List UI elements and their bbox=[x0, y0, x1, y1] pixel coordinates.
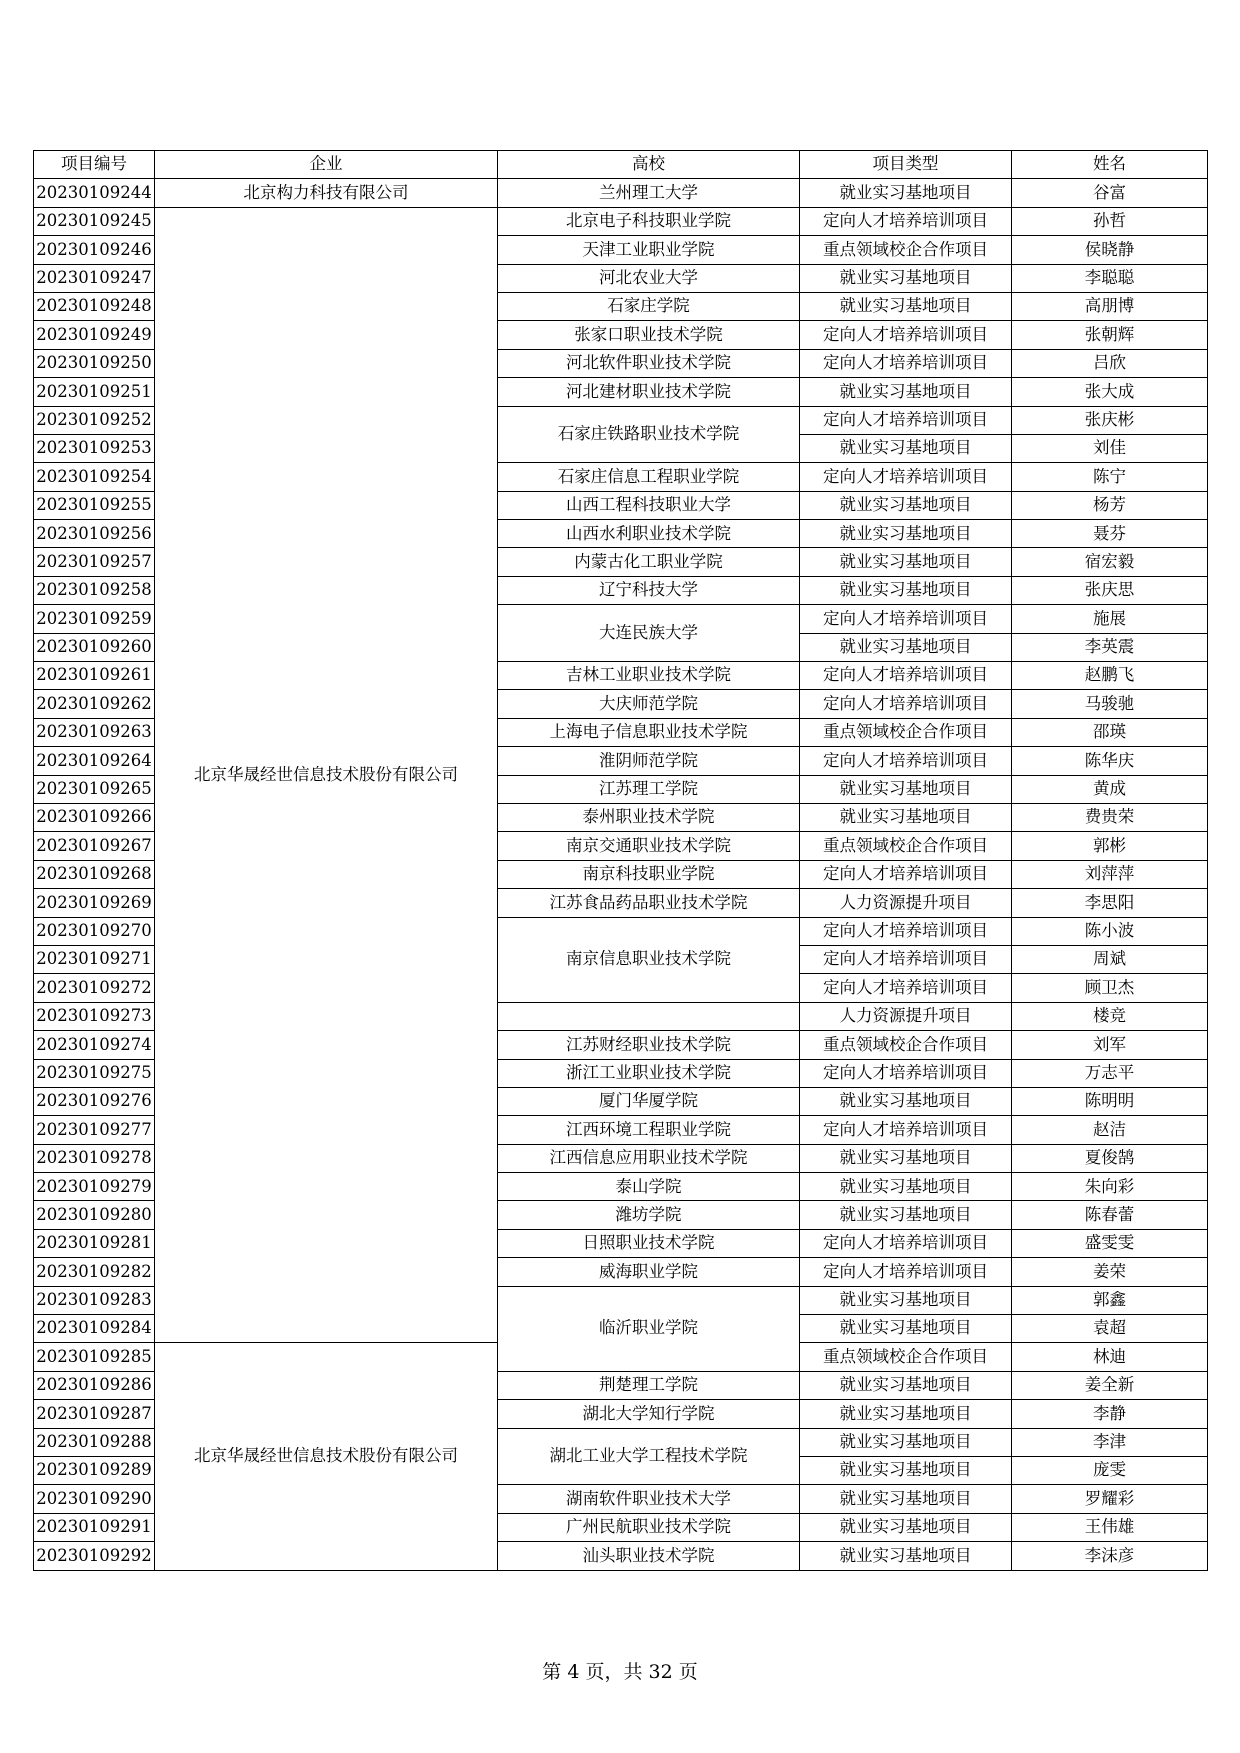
school-cell: 北京电子科技职业学院 bbox=[498, 207, 800, 235]
project-id-cell: 20230109277 bbox=[34, 1116, 155, 1144]
person-name-cell: 陈春蕾 bbox=[1012, 1201, 1208, 1229]
page-footer: 第 4 页，共 32 页 bbox=[542, 1661, 698, 1683]
project-id-cell: 20230109244 bbox=[34, 179, 155, 207]
project-type-cell: 就业实习基地项目 bbox=[800, 633, 1012, 661]
company-cell: 北京华晟经世信息技术股份有限公司 bbox=[155, 207, 498, 1343]
school-cell: 河北建材职业技术学院 bbox=[498, 378, 800, 406]
person-name-cell: 顾卫杰 bbox=[1012, 974, 1208, 1002]
project-type-cell: 就业实习基地项目 bbox=[800, 491, 1012, 519]
project-type-cell: 就业实习基地项目 bbox=[800, 1542, 1012, 1570]
project-id-cell: 20230109279 bbox=[34, 1173, 155, 1201]
header-company: 企业 bbox=[155, 151, 498, 179]
person-name-cell: 袁超 bbox=[1012, 1315, 1208, 1343]
school-cell: 荆楚理工学院 bbox=[498, 1371, 800, 1399]
project-type-cell: 定向人才培养培训项目 bbox=[800, 1116, 1012, 1144]
person-name-cell: 楼竞 bbox=[1012, 1002, 1208, 1030]
project-type-cell: 定向人才培养培训项目 bbox=[800, 1059, 1012, 1087]
project-id-cell: 20230109253 bbox=[34, 434, 155, 462]
project-type-cell: 就业实习基地项目 bbox=[800, 548, 1012, 576]
company-cell: 北京华晟经世信息技术股份有限公司 bbox=[155, 1343, 498, 1570]
person-name-cell: 吕欣 bbox=[1012, 349, 1208, 377]
school-cell: 广州民航职业技术学院 bbox=[498, 1513, 800, 1541]
person-name-cell: 杨芳 bbox=[1012, 491, 1208, 519]
person-name-cell: 刘军 bbox=[1012, 1031, 1208, 1059]
school-cell: 张家口职业技术学院 bbox=[498, 321, 800, 349]
project-type-cell: 就业实习基地项目 bbox=[800, 1173, 1012, 1201]
person-name-cell: 刘佳 bbox=[1012, 434, 1208, 462]
school-cell: 内蒙古化工职业学院 bbox=[498, 548, 800, 576]
project-id-cell: 20230109245 bbox=[34, 207, 155, 235]
project-id-cell: 20230109291 bbox=[34, 1513, 155, 1541]
person-name-cell: 施展 bbox=[1012, 605, 1208, 633]
table-body bbox=[34, 179, 1208, 1570]
project-id-cell: 20230109273 bbox=[34, 1002, 155, 1030]
project-id-cell: 20230109287 bbox=[34, 1400, 155, 1428]
project-type-cell: 定向人才培养培训项目 bbox=[800, 974, 1012, 1002]
project-id-cell: 20230109249 bbox=[34, 321, 155, 349]
school-cell: 江西信息应用职业技术学院 bbox=[498, 1144, 800, 1172]
project-type-cell: 定向人才培养培训项目 bbox=[800, 917, 1012, 945]
project-id-cell: 20230109256 bbox=[34, 520, 155, 548]
person-name-cell: 赵洁 bbox=[1012, 1116, 1208, 1144]
person-name-cell: 李静 bbox=[1012, 1400, 1208, 1428]
school-cell: 辽宁科技大学 bbox=[498, 576, 800, 604]
person-name-cell: 万志平 bbox=[1012, 1059, 1208, 1087]
person-name-cell: 刘萍萍 bbox=[1012, 860, 1208, 888]
person-name-cell: 罗耀彩 bbox=[1012, 1485, 1208, 1513]
project-id-cell: 20230109292 bbox=[34, 1542, 155, 1570]
project-id-cell: 20230109282 bbox=[34, 1258, 155, 1286]
project-id-cell: 20230109246 bbox=[34, 236, 155, 264]
project-type-cell: 人力资源提升项目 bbox=[800, 1002, 1012, 1030]
project-id-cell: 20230109261 bbox=[34, 662, 155, 690]
project-type-cell: 就业实习基地项目 bbox=[800, 378, 1012, 406]
project-id-cell: 20230109280 bbox=[34, 1201, 155, 1229]
project-type-cell: 定向人才培养培训项目 bbox=[800, 1229, 1012, 1257]
table-header-row bbox=[34, 151, 1208, 179]
project-type-cell: 定向人才培养培训项目 bbox=[800, 945, 1012, 973]
person-name-cell: 孙哲 bbox=[1012, 207, 1208, 235]
person-name-cell: 盛雯雯 bbox=[1012, 1229, 1208, 1257]
school-cell: 南京科技职业学院 bbox=[498, 860, 800, 888]
person-name-cell: 姜全新 bbox=[1012, 1371, 1208, 1399]
school-cell: 上海电子信息职业技术学院 bbox=[498, 718, 800, 746]
project-id-cell: 20230109266 bbox=[34, 803, 155, 831]
person-name-cell: 张朝辉 bbox=[1012, 321, 1208, 349]
school-cell: 山西工程科技职业大学 bbox=[498, 491, 800, 519]
school-cell: 浙江工业职业技术学院 bbox=[498, 1059, 800, 1087]
project-type-cell: 人力资源提升项目 bbox=[800, 889, 1012, 917]
project-id-cell: 20230109275 bbox=[34, 1059, 155, 1087]
person-name-cell: 李英震 bbox=[1012, 633, 1208, 661]
person-name-cell: 黄成 bbox=[1012, 775, 1208, 803]
project-type-cell: 定向人才培养培训项目 bbox=[800, 662, 1012, 690]
table-row bbox=[34, 207, 1208, 235]
school-cell: 威海职业学院 bbox=[498, 1258, 800, 1286]
project-type-cell: 就业实习基地项目 bbox=[800, 1456, 1012, 1484]
person-name-cell: 费贵荣 bbox=[1012, 803, 1208, 831]
project-type-cell: 就业实习基地项目 bbox=[800, 1201, 1012, 1229]
project-type-cell: 重点领域校企合作项目 bbox=[800, 236, 1012, 264]
person-name-cell: 陈华庆 bbox=[1012, 747, 1208, 775]
project-type-cell: 重点领域校企合作项目 bbox=[800, 718, 1012, 746]
table-row bbox=[34, 179, 1208, 207]
header-id: 项目编号 bbox=[34, 151, 155, 179]
project-id-cell: 20230109251 bbox=[34, 378, 155, 406]
project-id-cell: 20230109288 bbox=[34, 1428, 155, 1456]
project-type-cell: 定向人才培养培训项目 bbox=[800, 321, 1012, 349]
project-type-cell: 定向人才培养培训项目 bbox=[800, 1258, 1012, 1286]
school-cell: 江苏财经职业技术学院 bbox=[498, 1031, 800, 1059]
school-cell: 泰州职业技术学院 bbox=[498, 803, 800, 831]
school-cell: 石家庄信息工程职业学院 bbox=[498, 463, 800, 491]
project-id-cell: 20230109255 bbox=[34, 491, 155, 519]
school-cell: 湖北大学知行学院 bbox=[498, 1400, 800, 1428]
header-name: 姓名 bbox=[1012, 151, 1208, 179]
person-name-cell: 张庆彬 bbox=[1012, 406, 1208, 434]
person-name-cell: 周斌 bbox=[1012, 945, 1208, 973]
school-cell: 潍坊学院 bbox=[498, 1201, 800, 1229]
project-id-cell: 20230109260 bbox=[34, 633, 155, 661]
person-name-cell: 陈宁 bbox=[1012, 463, 1208, 491]
project-type-cell: 就业实习基地项目 bbox=[800, 1485, 1012, 1513]
school-cell: 大庆师范学院 bbox=[498, 690, 800, 718]
project-id-cell: 20230109276 bbox=[34, 1087, 155, 1115]
project-type-cell: 就业实习基地项目 bbox=[800, 1087, 1012, 1115]
project-id-cell: 20230109286 bbox=[34, 1371, 155, 1399]
school-cell bbox=[498, 1002, 800, 1030]
project-id-cell: 20230109272 bbox=[34, 974, 155, 1002]
person-name-cell: 李思阳 bbox=[1012, 889, 1208, 917]
project-id-cell: 20230109265 bbox=[34, 775, 155, 803]
school-cell: 河北农业大学 bbox=[498, 264, 800, 292]
project-type-cell: 就业实习基地项目 bbox=[800, 1371, 1012, 1399]
project-type-cell: 定向人才培养培训项目 bbox=[800, 690, 1012, 718]
project-type-cell: 就业实习基地项目 bbox=[800, 1428, 1012, 1456]
project-id-cell: 20230109264 bbox=[34, 747, 155, 775]
person-name-cell: 林迪 bbox=[1012, 1343, 1208, 1371]
project-id-cell: 20230109270 bbox=[34, 917, 155, 945]
project-type-cell: 就业实习基地项目 bbox=[800, 264, 1012, 292]
project-id-cell: 20230109289 bbox=[34, 1456, 155, 1484]
company-cell: 北京构力科技有限公司 bbox=[155, 179, 498, 207]
project-id-cell: 20230109285 bbox=[34, 1343, 155, 1371]
project-type-cell: 定向人才培养培训项目 bbox=[800, 605, 1012, 633]
person-name-cell: 侯晓静 bbox=[1012, 236, 1208, 264]
school-cell: 临沂职业学院 bbox=[498, 1286, 800, 1371]
person-name-cell: 张大成 bbox=[1012, 378, 1208, 406]
project-type-cell: 就业实习基地项目 bbox=[800, 434, 1012, 462]
school-cell: 汕头职业技术学院 bbox=[498, 1542, 800, 1570]
project-type-cell: 就业实习基地项目 bbox=[800, 775, 1012, 803]
project-id-cell: 20230109281 bbox=[34, 1229, 155, 1257]
project-id-cell: 20230109263 bbox=[34, 718, 155, 746]
school-cell: 大连民族大学 bbox=[498, 605, 800, 662]
header-type: 项目类型 bbox=[800, 151, 1012, 179]
project-type-cell: 就业实习基地项目 bbox=[800, 1513, 1012, 1541]
project-id-cell: 20230109248 bbox=[34, 292, 155, 320]
project-type-cell: 重点领域校企合作项目 bbox=[800, 832, 1012, 860]
school-cell: 石家庄学院 bbox=[498, 292, 800, 320]
person-name-cell: 邵瑛 bbox=[1012, 718, 1208, 746]
project-type-cell: 定向人才培养培训项目 bbox=[800, 463, 1012, 491]
person-name-cell: 夏俊鹄 bbox=[1012, 1144, 1208, 1172]
project-id-cell: 20230109262 bbox=[34, 690, 155, 718]
person-name-cell: 高朋博 bbox=[1012, 292, 1208, 320]
project-type-cell: 就业实习基地项目 bbox=[800, 1144, 1012, 1172]
project-id-cell: 20230109290 bbox=[34, 1485, 155, 1513]
person-name-cell: 张庆思 bbox=[1012, 576, 1208, 604]
person-name-cell: 朱向彩 bbox=[1012, 1173, 1208, 1201]
person-name-cell: 李聪聪 bbox=[1012, 264, 1208, 292]
project-id-cell: 20230109268 bbox=[34, 860, 155, 888]
school-cell: 日照职业技术学院 bbox=[498, 1229, 800, 1257]
project-id-cell: 20230109274 bbox=[34, 1031, 155, 1059]
school-cell: 泰山学院 bbox=[498, 1173, 800, 1201]
person-name-cell: 陈小波 bbox=[1012, 917, 1208, 945]
project-type-cell: 就业实习基地项目 bbox=[800, 576, 1012, 604]
person-name-cell: 李沫彦 bbox=[1012, 1542, 1208, 1570]
person-name-cell: 宿宏毅 bbox=[1012, 548, 1208, 576]
project-id-cell: 20230109257 bbox=[34, 548, 155, 576]
project-id-cell: 20230109247 bbox=[34, 264, 155, 292]
school-cell: 厦门华厦学院 bbox=[498, 1087, 800, 1115]
project-id-cell: 20230109252 bbox=[34, 406, 155, 434]
project-id-cell: 20230109258 bbox=[34, 576, 155, 604]
school-cell: 山西水利职业技术学院 bbox=[498, 520, 800, 548]
project-type-cell: 就业实习基地项目 bbox=[800, 1400, 1012, 1428]
person-name-cell: 郭彬 bbox=[1012, 832, 1208, 860]
school-cell: 淮阴师范学院 bbox=[498, 747, 800, 775]
project-id-cell: 20230109278 bbox=[34, 1144, 155, 1172]
project-type-cell: 重点领域校企合作项目 bbox=[800, 1343, 1012, 1371]
school-cell: 南京信息职业技术学院 bbox=[498, 917, 800, 1002]
project-id-cell: 20230109259 bbox=[34, 605, 155, 633]
person-name-cell: 谷富 bbox=[1012, 179, 1208, 207]
school-cell: 天津工业职业学院 bbox=[498, 236, 800, 264]
project-id-cell: 20230109267 bbox=[34, 832, 155, 860]
project-type-cell: 就业实习基地项目 bbox=[800, 803, 1012, 831]
project-type-cell: 定向人才培养培训项目 bbox=[800, 406, 1012, 434]
project-type-cell: 定向人才培养培训项目 bbox=[800, 349, 1012, 377]
school-cell: 河北软件职业技术学院 bbox=[498, 349, 800, 377]
person-name-cell: 马骏驰 bbox=[1012, 690, 1208, 718]
school-cell: 湖南软件职业技术大学 bbox=[498, 1485, 800, 1513]
project-id-cell: 20230109271 bbox=[34, 945, 155, 973]
project-id-cell: 20230109283 bbox=[34, 1286, 155, 1314]
person-name-cell: 李津 bbox=[1012, 1428, 1208, 1456]
project-id-cell: 20230109254 bbox=[34, 463, 155, 491]
school-cell: 兰州理工大学 bbox=[498, 179, 800, 207]
person-name-cell: 王伟雄 bbox=[1012, 1513, 1208, 1541]
school-cell: 石家庄铁路职业技术学院 bbox=[498, 406, 800, 463]
person-name-cell: 聂芬 bbox=[1012, 520, 1208, 548]
person-name-cell: 陈明明 bbox=[1012, 1087, 1208, 1115]
project-type-cell: 定向人才培养培训项目 bbox=[800, 747, 1012, 775]
person-name-cell: 赵鹏飞 bbox=[1012, 662, 1208, 690]
project-type-cell: 定向人才培养培训项目 bbox=[800, 860, 1012, 888]
project-type-cell: 就业实习基地项目 bbox=[800, 1315, 1012, 1343]
school-cell: 江苏理工学院 bbox=[498, 775, 800, 803]
header-school: 高校 bbox=[498, 151, 800, 179]
project-type-cell: 就业实习基地项目 bbox=[800, 179, 1012, 207]
project-id-cell: 20230109269 bbox=[34, 889, 155, 917]
school-cell: 江西环境工程职业学院 bbox=[498, 1116, 800, 1144]
school-cell: 江苏食品药品职业技术学院 bbox=[498, 889, 800, 917]
project-type-cell: 就业实习基地项目 bbox=[800, 1286, 1012, 1314]
school-cell: 吉林工业职业技术学院 bbox=[498, 662, 800, 690]
person-name-cell: 郭鑫 bbox=[1012, 1286, 1208, 1314]
project-type-cell: 就业实习基地项目 bbox=[800, 520, 1012, 548]
school-cell: 南京交通职业技术学院 bbox=[498, 832, 800, 860]
person-name-cell: 庞雯 bbox=[1012, 1456, 1208, 1484]
project-type-cell: 就业实习基地项目 bbox=[800, 292, 1012, 320]
school-cell: 湖北工业大学工程技术学院 bbox=[498, 1428, 800, 1485]
project-id-cell: 20230109250 bbox=[34, 349, 155, 377]
project-type-cell: 重点领域校企合作项目 bbox=[800, 1031, 1012, 1059]
project-table bbox=[33, 150, 1208, 1571]
project-id-cell: 20230109284 bbox=[34, 1315, 155, 1343]
project-type-cell: 定向人才培养培训项目 bbox=[800, 207, 1012, 235]
person-name-cell: 姜荣 bbox=[1012, 1258, 1208, 1286]
